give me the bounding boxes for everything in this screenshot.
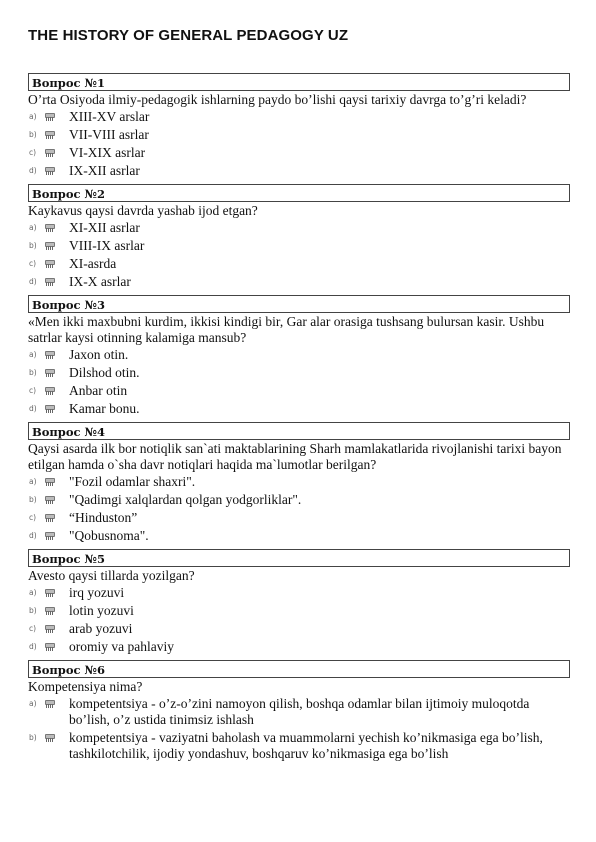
option-letter: a) xyxy=(29,588,37,597)
answer-option[interactable] xyxy=(28,730,570,762)
answer-option[interactable] xyxy=(28,109,570,125)
option-text: VII-VIII asrlar xyxy=(69,127,149,142)
option-text: lotin yozuvi xyxy=(69,603,134,618)
option-text: VI-XIX asrlar xyxy=(69,145,146,160)
option-letter: b) xyxy=(29,368,37,377)
answer-option[interactable] xyxy=(28,401,570,417)
answer-options xyxy=(28,585,570,655)
radio-icon[interactable] xyxy=(45,700,54,709)
question-text: O’rta Osiyoda ilmiy-pedagogik ishlarning paydo bo’lishi qaysi tarixiy davrga to’g’ri keladi? xyxy=(28,92,527,107)
answer-options xyxy=(28,474,570,544)
question-list xyxy=(28,73,570,767)
radio-icon[interactable] xyxy=(45,478,54,487)
option-text: XI-asrda xyxy=(69,256,117,271)
option-letter: a) xyxy=(29,223,37,232)
radio-icon[interactable] xyxy=(45,607,54,616)
radio-icon[interactable] xyxy=(45,387,54,396)
question-text: Kompetensiya nima? xyxy=(28,679,143,694)
option-text: Jaxon otin. xyxy=(69,347,129,362)
option-text: Kamar bonu. xyxy=(69,401,140,416)
option-text: VIII-IX asrlar xyxy=(69,238,145,253)
radio-icon[interactable] xyxy=(45,149,54,158)
answer-options xyxy=(28,347,570,417)
question-block xyxy=(28,549,570,655)
answer-option[interactable] xyxy=(28,492,570,508)
answer-option[interactable] xyxy=(28,127,570,143)
option-letter: c) xyxy=(29,624,37,633)
question-block xyxy=(28,422,570,544)
option-letter: a) xyxy=(29,112,37,121)
option-text: arab yozuvi xyxy=(69,621,133,636)
option-letter: b) xyxy=(29,495,37,504)
question-header: Вопрос №1 xyxy=(28,73,570,91)
option-letter: d) xyxy=(29,531,37,540)
question-block xyxy=(28,184,570,290)
radio-icon[interactable] xyxy=(45,496,54,505)
radio-icon[interactable] xyxy=(45,260,54,269)
option-text: irq yozuvi xyxy=(69,585,125,600)
answer-options xyxy=(28,220,570,290)
radio-icon[interactable] xyxy=(45,589,54,598)
answer-option[interactable] xyxy=(28,528,570,544)
option-letter: d) xyxy=(29,404,37,413)
radio-icon[interactable] xyxy=(45,643,54,652)
radio-icon[interactable] xyxy=(45,405,54,414)
question-text: «Men ikki maxbubni kurdim, ikkisi kindigi bir, Gar alar orasiga tushsang bulursan kasir. Ushbu satrlar kaysi otinning kalamiga mansub? xyxy=(28,314,545,345)
answer-option[interactable] xyxy=(28,274,570,290)
question-header: Вопрос №3 xyxy=(28,295,570,313)
answer-option[interactable] xyxy=(28,474,570,490)
option-text: XIII-XV arslar xyxy=(69,109,150,124)
option-letter: b) xyxy=(29,733,37,742)
answer-option[interactable] xyxy=(28,696,570,728)
option-text: "Fozil odamlar shaxri". xyxy=(69,474,196,489)
option-letter: b) xyxy=(29,606,37,615)
question-header: Вопрос №5 xyxy=(28,549,570,567)
option-text: kompetentsiya - o’z-o’zini namoyon qilish, boshqa odamlar bilan ijtimoiy muloqotda bo’lish, o’z ustida tinimsiz ishlash xyxy=(69,696,530,727)
option-text: XI-XII asrlar xyxy=(69,220,140,235)
answer-option[interactable] xyxy=(28,585,570,601)
option-text: Dilshod otin. xyxy=(69,365,140,380)
answer-option[interactable] xyxy=(28,163,570,179)
answer-option[interactable] xyxy=(28,603,570,619)
option-letter: d) xyxy=(29,277,37,286)
answer-option[interactable] xyxy=(28,256,570,272)
question-text: Avesto qaysi tillarda yozilgan? xyxy=(28,568,195,583)
answer-option[interactable] xyxy=(28,220,570,236)
radio-icon[interactable] xyxy=(45,369,54,378)
option-text: Anbar otin xyxy=(69,383,128,398)
document-title: THE HISTORY OF GENERAL PEDAGOGY UZ xyxy=(28,27,349,44)
option-letter: a) xyxy=(29,699,37,708)
radio-icon[interactable] xyxy=(45,278,54,287)
question-block xyxy=(28,73,570,179)
answer-option[interactable] xyxy=(28,365,570,381)
option-letter: c) xyxy=(29,513,37,522)
radio-icon[interactable] xyxy=(45,242,54,251)
option-letter: d) xyxy=(29,166,37,175)
answer-options xyxy=(28,109,570,179)
question-text: Qaysi asarda ilk bor notiqlik san`ati maktablarining Sharh mamlakatlarida rivojlanishi tarixi bayon etilgan hamda o`sha davr notiqlari haqida ma`lumotlar berilgan? xyxy=(28,441,562,472)
radio-icon[interactable] xyxy=(45,224,54,233)
option-text: oromiy va pahlaviy xyxy=(69,639,174,654)
option-text: “Hinduston” xyxy=(69,510,138,525)
option-text: IX-XII asrlar xyxy=(69,163,140,178)
option-letter: b) xyxy=(29,241,37,250)
radio-icon[interactable] xyxy=(45,514,54,523)
answer-option[interactable] xyxy=(28,510,570,526)
radio-icon[interactable] xyxy=(45,113,54,122)
answer-option[interactable] xyxy=(28,639,570,655)
radio-icon[interactable] xyxy=(45,351,54,360)
option-letter: d) xyxy=(29,642,37,651)
question-block xyxy=(28,295,570,417)
answer-option[interactable] xyxy=(28,621,570,637)
radio-icon[interactable] xyxy=(45,625,54,634)
option-text: "Qobusnoma". xyxy=(69,528,149,543)
option-letter: a) xyxy=(29,477,37,486)
question-header: Вопрос №4 xyxy=(28,422,570,440)
option-letter: c) xyxy=(29,259,37,268)
radio-icon[interactable] xyxy=(45,167,54,176)
option-letter: c) xyxy=(29,386,37,395)
answer-option[interactable] xyxy=(28,145,570,161)
answer-option[interactable] xyxy=(28,383,570,399)
option-letter: b) xyxy=(29,130,37,139)
option-text: kompetentsiya - vaziyatni baholash va muammolarni yechish ko’nikmasiga ega bo’lish, tashkilotchilik, ijodiy yondashuv, boshqaruv ko’nikmasiga ega bo’lish xyxy=(69,730,543,761)
option-letter: a) xyxy=(29,350,37,359)
answer-option[interactable] xyxy=(28,347,570,363)
option-text: IX-X asrlar xyxy=(69,274,131,289)
radio-icon[interactable] xyxy=(45,734,54,743)
answer-options xyxy=(28,696,570,762)
radio-icon[interactable] xyxy=(45,131,54,140)
radio-icon[interactable] xyxy=(45,532,54,541)
question-header: Вопрос №2 xyxy=(28,184,570,202)
answer-option[interactable] xyxy=(28,238,570,254)
option-letter: c) xyxy=(29,148,37,157)
question-text: Kaykavus qaysi davrda yashab ijod etgan? xyxy=(28,203,258,218)
question-block xyxy=(28,660,570,762)
option-text: "Qadimgi xalqlardan qolgan yodgorliklar". xyxy=(69,492,302,507)
question-header: Вопрос №6 xyxy=(28,660,570,678)
